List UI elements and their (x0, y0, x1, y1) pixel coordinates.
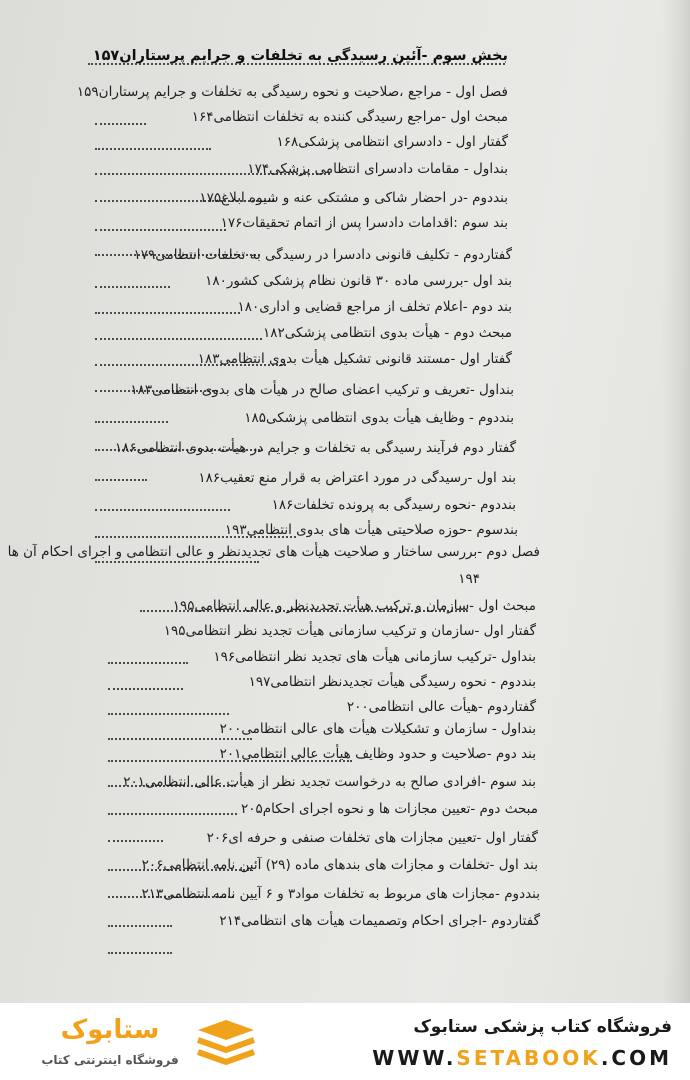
toc-dot-leader (108, 662, 188, 664)
toc-dot-leader (95, 312, 240, 314)
toc-entry: بنددوم -نحوه رسیدگی به پرونده تخلفات۱۸۶ (271, 497, 516, 513)
toc-entry: مبحث دوم - هیأت بدوی انتظامی پزشکی۱۸۲ (263, 325, 512, 341)
toc-dot-leader (108, 688, 183, 690)
toc-entry: بند سوم -افرادی صالح به درخواست تجدید نظر از هیأت عالی انتظامی۲۰۱ (123, 774, 536, 790)
store-name: فروشگاه کتاب پزشکی ستابوک (413, 1017, 672, 1037)
toc-entry: بند دوم -صلاحیت و حدود وظایف هیأت عالی انتظامی۲۰۱ (219, 746, 536, 762)
url-suffix: .COM (600, 1046, 672, 1070)
toc-entry: فصل دوم -بررسی ساختار و صلاحیت هیأت های تجدیدنظر و عالی انتظامی و اجرای احکام آن ها (7, 544, 540, 560)
toc-entry: بنددوم -در احضار شاکی و مشتکی عنه و شیوه ابلاغ۱۷۵ (199, 190, 508, 206)
toc-entry: بنداول - سازمان و تشکیلات هیأت های عالی انتظامی۲۰۰ (219, 721, 536, 737)
toc-entry: مبحث اول -مراجع رسیدگی کننده به تخلفات انتظامی۱۶۴ (191, 109, 508, 125)
toc-entry: مبحث دوم -تعیین مجازات ها و نحوه اجرای احکام۲۰۵ (240, 801, 538, 817)
toc-dot-leader (95, 479, 147, 481)
toc-entry: بند سوم :اقدامات دادسرا پس از اتمام تحقیقات۱۷۶ (220, 215, 508, 231)
toc-entry: گفتاردوم - تکلیف قانونی دادسرا در رسیدگی به تخلفات انتظامی۱۷۹ (133, 247, 512, 263)
toc-entry: بنداول -ترکیب سازمانی هیأت های تجدید نظر انتظامی۱۹۶ (213, 649, 536, 665)
toc-entry: بند اول -رسیدگی در مورد اعتراض به قرار منع تعقیب۱۸۶ (198, 470, 516, 486)
toc-entry: گفتاردوم -هیأت عالی انتظامی۲۰۰ (346, 699, 536, 715)
toc-entry: بندسوم -حوزه صلاحیتی هیأت های بدوی انتظامی۱۹۳ (224, 522, 518, 538)
toc-dot-leader (95, 421, 168, 423)
toc-entry: بنددوم - وظایف هیأت بدوی انتظامی پزشکی۱۸۵ (244, 410, 514, 426)
toc-dot-leader (108, 952, 172, 954)
toc-entry: بند دوم -اعلام تخلف از مراجع قضایی و اداری۱۸۰ (237, 299, 512, 315)
url-brand: SETABOOK (456, 1046, 601, 1070)
toc-dot-leader (95, 148, 211, 150)
toc-entry: گفتار دوم فرآیند رسیدگی به تخلفات و جرایم در هیأت بدوی انتظامی۱۸۶ (114, 440, 516, 456)
toc-dot-leader (108, 813, 237, 815)
toc-dot-leader (95, 509, 230, 511)
toc-entry: بند اول -بررسی ماده ۳۰ قانون نظام پزشکی کشور۱۸۰ (205, 273, 512, 289)
toc-entry: بنددوم - نحوه رسیدگی هیأت تجدیدنظر انتظامی۱۹۷ (248, 674, 536, 690)
store-watermark-footer (0, 1003, 690, 1080)
store-logo-tagline: فروشگاه اینترنتی کتاب (41, 1053, 179, 1067)
toc-dot-leader (88, 63, 505, 65)
toc-entry: بنددوم -مجازات های مربوط به تخلفات مواد۳ و ۶ آیین نامه انتظامی۲۱۳ (141, 886, 540, 902)
toc-dot-leader (108, 840, 163, 842)
toc-entry: فصل اول - مراجع ،صلاحیت و نحوه رسیدگی به تخلفات و جرایم پرستاران۱۵۹ (76, 84, 508, 100)
toc-entry: گفتار اول -تعیین مجازات های تخلفات صنفی و حرفه ای۲۰۶ (206, 830, 538, 846)
toc-section-heading: بخش سوم -آئین رسیدگی به تخلفات و جرایم پرستاران۱۵۷ (92, 48, 508, 64)
store-url[interactable] (372, 1046, 672, 1070)
toc-entry: گفتار اول - دادسرای انتظامی پزشکی۱۶۸ (276, 134, 508, 150)
toc-dot-leader (108, 738, 252, 740)
book-stack-logo-icon (196, 1018, 256, 1068)
toc-entry: مبحث اول -سازمان و ترکیب هیأت تجدیدنظر و عالی انتظامی۱۹۵ (172, 598, 536, 614)
toc-dot-leader (108, 713, 229, 715)
toc-dot-leader (95, 286, 170, 288)
url-prefix: WWW. (372, 1046, 457, 1070)
store-logo-wordmark: ستابوک (60, 1015, 160, 1045)
toc-entry: ۱۹۴ (458, 571, 480, 587)
toc-dot-leader (108, 925, 172, 927)
toc-entry: بنداول -تعریف و ترکیب اعضای صالح در هیأت های بدوی انتظامی۱۸۳ (130, 382, 514, 398)
toc-entry: بنداول - مقامات دادسرای انتظامی پزشکی۱۷۴ (247, 161, 508, 177)
toc-entry: گفتار اول -مستند قانونی تشکیل هیأت بدوی انتظامی۱۸۳ (197, 351, 512, 367)
toc-dot-leader (95, 123, 146, 125)
toc-entry: بند اول -تخلفات و مجازات های بندهای ماده (۲۹) آئین نامه انتظامی۲۰۶ (141, 857, 538, 873)
toc-entry: گفتاردوم -اجرای احکام وتصمیمات هیأت های انتظامی۲۱۴ (219, 913, 540, 929)
toc-dot-leader (95, 561, 259, 563)
toc-dot-leader (95, 338, 262, 340)
toc-dot-leader (95, 229, 226, 231)
toc-entry: گفتار اول -سازمان و ترکیب سازمانی هیأت تجدید نظر انتظامی۱۹۵ (163, 623, 536, 639)
